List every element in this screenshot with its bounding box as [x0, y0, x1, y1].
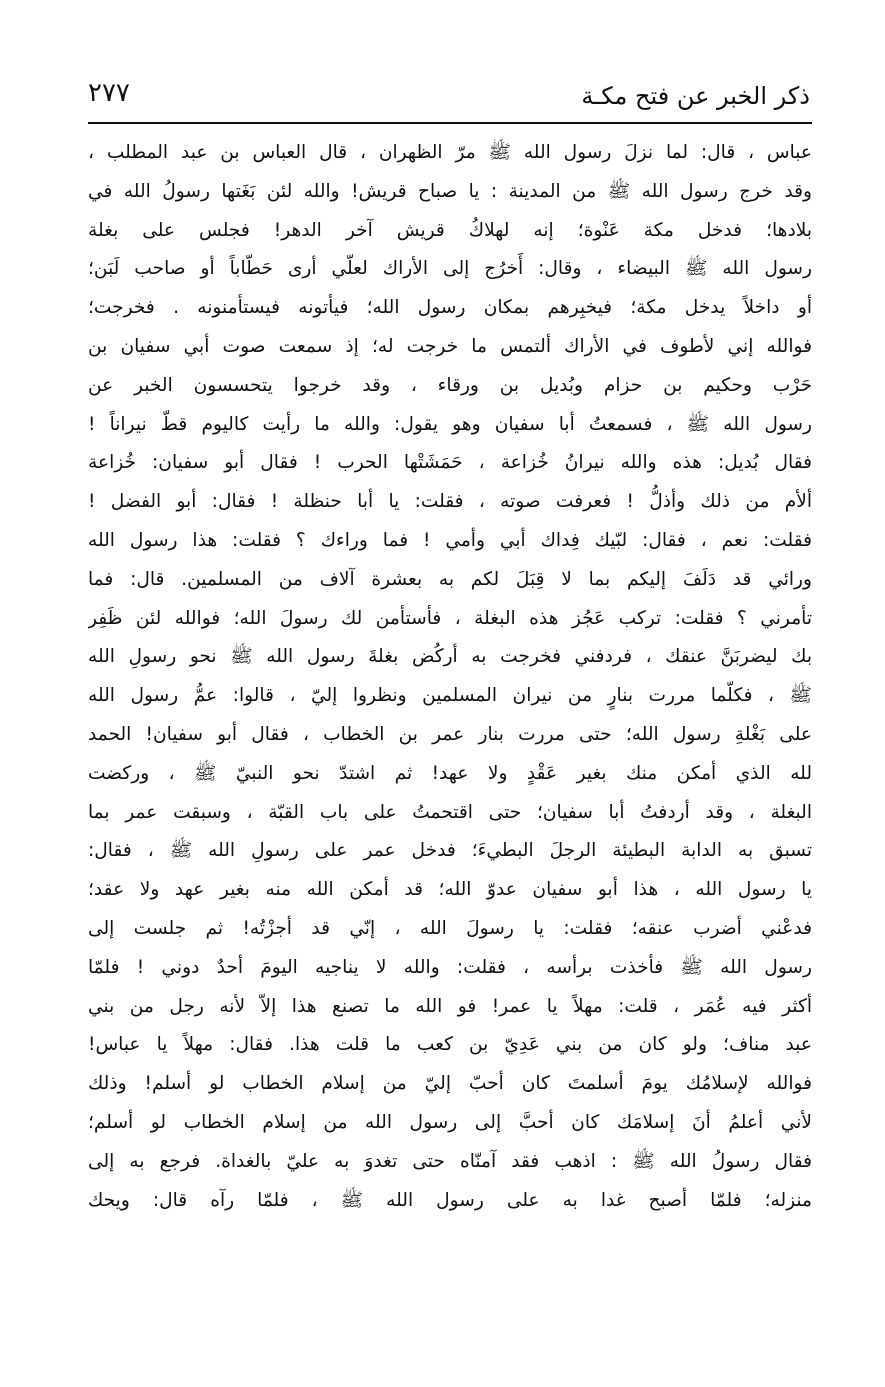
text-line: وقد خرج رسول الله ﷺ من المدينة : يا صباح قريش! والله لئن بَغَتها رسولُ الله في: [88, 180, 812, 202]
text-line: فوالله لإسلامُك يومَ أسلمتَ كان أحبّ إليّ من إسلام الخطاب لو أسلم! وذلك: [88, 1073, 812, 1095]
text-line: رسول الله ﷺ ، فسمعتُ أبا سفيان وهو يقول: والله ما رأيت كاليوم قطّ نيراناً !: [88, 413, 812, 435]
page-number: ٢٧٧: [88, 78, 130, 108]
text-line: البغلة ، وقد أردفتُ أبا سفيان؛ حتى اقتحمتُ على باب القبّة ، وسبقت عمر بما: [88, 801, 812, 823]
text-line: بلادها؛ فدخل مكة عَنْوة؛ إنه لهلاكُ قريش آخر الدهر! فجلس على بغلة: [88, 219, 812, 241]
text-line: ورائي قد دَلَفَ إليكم بما لا قِبَلَ لكم به بعشرة آلاف من المسلمين. قال: فما: [88, 568, 812, 590]
text-line: لله الذي أمكن منك بغير عَقْدٍ ولا عهد! ثم اشتدّ نحو النبيّ ﷺ ، وركضت: [88, 762, 812, 784]
text-line: لأني أعلمُ أنَ إسلامَك كان أحبَّ إلى رسول الله من إسلام الخطاب لو أسلم؛: [88, 1111, 812, 1133]
text-line: أكثر فيه عُمَر ، قلت: مهلاً يا عمر! فو الله ما تصنع هذا إلاّ لأنه رجل من بني: [88, 995, 812, 1017]
text-line: بك ليضربَنَّ عنقك ، فردفني فخرجت به أركُض بغلةَ رسول الله ﷺ نحو رسولِ الله: [88, 646, 812, 668]
page-header: [88, 70, 812, 120]
text-line: رسول الله ﷺ البيضاء ، وقال: أَخرُج إلى الأراك لعلّي أرى حَطّاباً أو صاحب لَبَن؛: [88, 258, 812, 280]
book-page: [88, 70, 812, 1360]
text-line: يا رسول الله ، هذا أبو سفيان عدوّ الله؛ قد أمكن الله منه بغير عهد ولا عقد؛: [88, 879, 812, 901]
text-line: فقال رسولُ الله ﷺ : اذهب فقد آمنّاه حتى تغدوَ به عليّ بالغداة. فرجع به إلى: [88, 1150, 812, 1172]
text-line: فقلت: نعم ، فقال: لبّيك فِداك أبي وأمي ! فما وراءك ؟ فقلت: هذا رسول الله: [88, 529, 812, 551]
text-line: على بَغْلةِ رسول الله؛ حتى مررت بنار عمر بن الخطاب ، فقال أبو سفيان! الحمد: [88, 723, 812, 745]
text-line: فوالله إني لأطوف في الأراك ألتمس ما خرجت له؛ إذ سمعت صوت أبي سفيان بن: [88, 335, 812, 357]
text-line: أو داخلاً يدخل مكة؛ فيخبِرهم بمكان رسول الله؛ فيأتونه فيستأمنونه . فخرجت؛: [88, 297, 812, 319]
text-line: تسبق به الدابة البطيئة الرجلَ البطيءَ؛ فدخل عمر على رسولِ الله ﷺ ، فقال:: [88, 840, 812, 862]
running-title: ذكر الخبر عن فتح مكـة: [581, 82, 810, 110]
text-line: رسول الله ﷺ فأخذت برأسه ، فقلت: والله لا يناجيه اليومَ أحدٌ دوني ! فلمّا: [88, 956, 812, 978]
header-rule: [88, 122, 812, 124]
text-line: حَرْب وحكيم بن حزام وبُديل بن ورقاء ، وقد خرجوا يتحسسون الخبر عن: [88, 374, 812, 396]
text-line: ألأم من ذلك وأذلُّ ! فعرفت صوته ، فقلت: يا أبا حنظلة ! فقال: أبو الفضل !: [88, 491, 812, 513]
text-line: منزله؛ فلمّا أصبح غدا به على رسول الله ﷺ ، فلمّا رآه قال: ويحك: [88, 1189, 812, 1211]
text-line: عبد مناف؛ ولو كان من بني عَدِيّ بن كعب ما قلت هذا. فقال: مهلاً يا عباس!: [88, 1034, 812, 1056]
text-line: ﷺ ، فكلّما مررت بنارٍ من نيران المسلمين ونظروا إليّ ، قالوا: عمُّ رسول الله: [88, 685, 812, 707]
body-text: [88, 134, 812, 1220]
text-line: فدعْني أضرب عنقه؛ فقلت: يا رسولَ الله ، إنّي قد أجزْتُه! ثم جلست إلى: [88, 917, 812, 939]
text-line: تأمرني ؟ فقلت: تركب عَجُز هذه البغلة ، فأستأمن لك رسولَ الله؛ فوالله لئن ظَفِر: [88, 607, 812, 629]
text-line: فقال بُديل: هذه والله نيرانُ خُزاعة ، حَمَشَتْها الحرب ! فقال أبو سفيان: خُزاعة: [88, 452, 812, 474]
text-line: عباس ، قال: لما نزلَ رسول الله ﷺ مرّ الظهران ، قال العباس بن عبد المطلب ،: [88, 142, 812, 163]
